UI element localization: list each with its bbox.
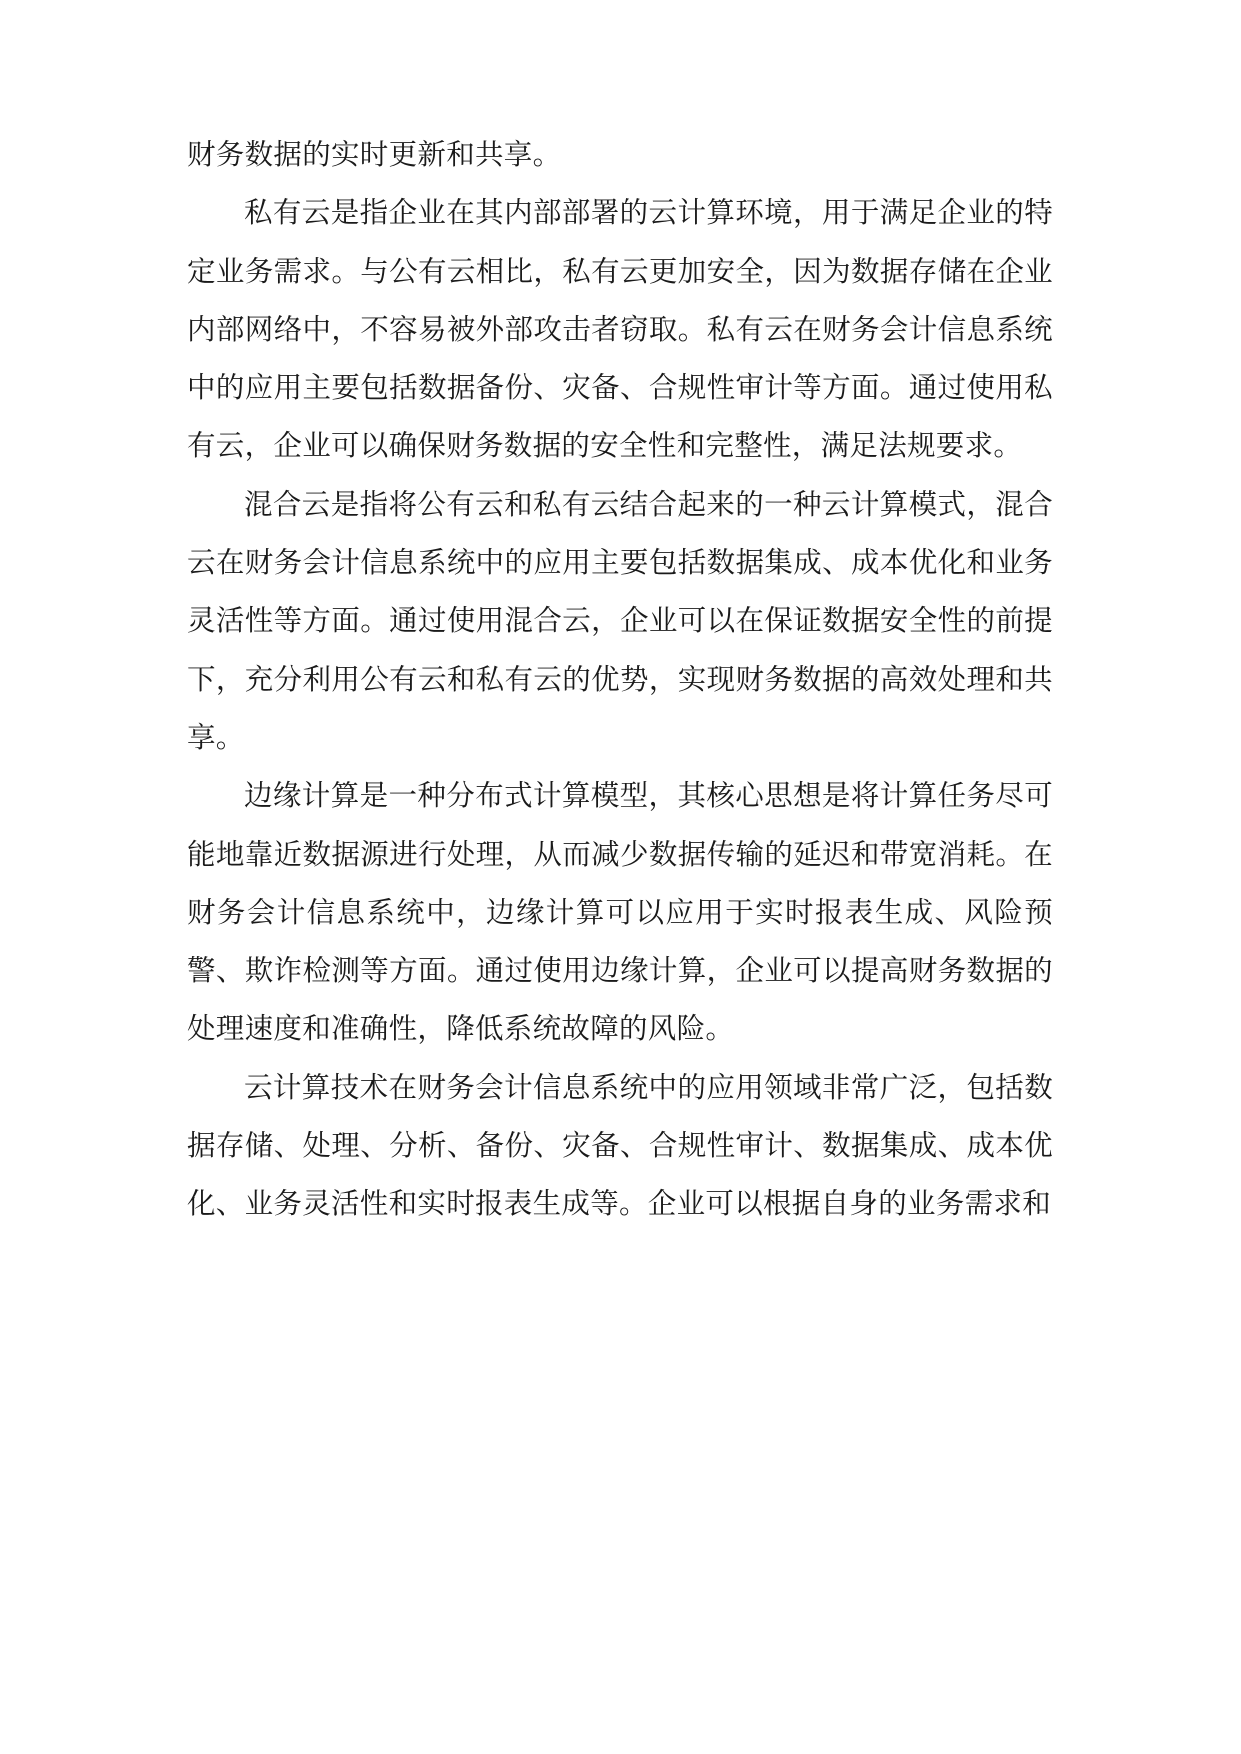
paragraph-edge-computing: 边缘计算是一种分布式计算模型，其核心思想是将计算任务尽可能地靠近数据源进行处理，从而减少数据传输的延迟和带宽消耗。在财务会计信息系统中，边缘计算可以应用于实时报表生成、风险预警、欺诈检测等方面。通过使用边缘计算，企业可以提高财务数据的处理速度和准确性，降低系统故障的风险。 — [187, 779, 1053, 1046]
paragraph-hybrid-cloud: 混合云是指将公有云和私有云结合起来的一种云计算模式，混合云在财务会计信息系统中的应用主要包括数据集成、成本优化和业务灵活性等方面。通过使用混合云，企业可以在保证数据安全性的前提下，充分利用公有云和私有云的优势，实现财务数据的高效处理和共享。 — [187, 487, 1053, 754]
paragraph-continuation: 财务数据的实时更新和共享。 — [187, 138, 562, 171]
paragraph-private-cloud: 私有云是指企业在其内部部署的云计算环境，用于满足企业的特定业务需求。与公有云相比，私有云更加安全，因为数据存储在企业内部网络中，不容易被外部攻击者窃取。私有云在财务会计信息系统中的应用主要包括数据备份、灾备、合规性审计等方面。通过使用私有云，企业可以确保财务数据的安全性和完整性，满足法规要求。 — [187, 196, 1053, 463]
document-page — [187, 126, 1053, 1234]
paragraph-cloud-summary: 云计算技术在财务会计信息系统中的应用领域非常广泛，包括数据存储、处理、分析、备份、灾备、合规性审计、数据集成、成本优化、业务灵活性和实时报表生成等。企业可以根据自身的业务需求和 — [187, 1070, 1053, 1221]
